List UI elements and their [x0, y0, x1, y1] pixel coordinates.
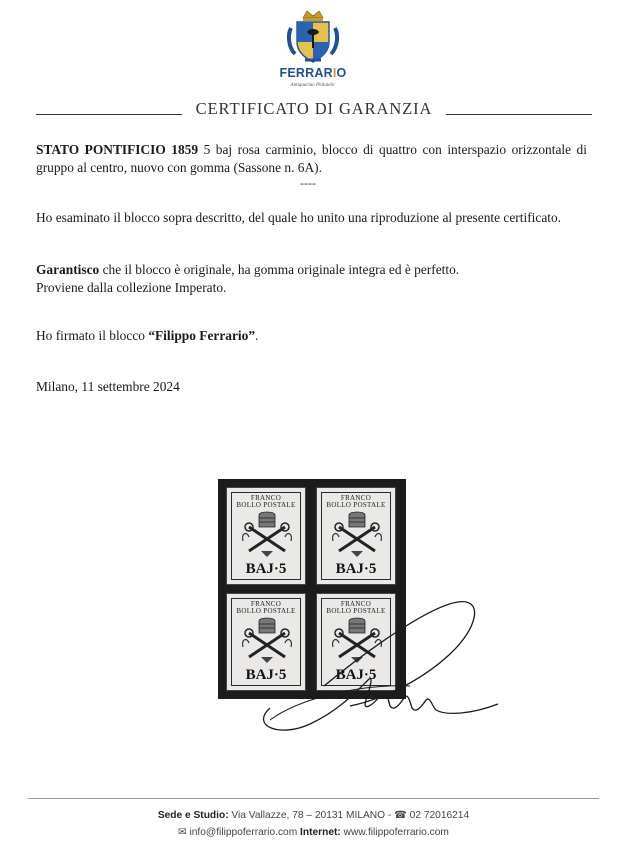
stamp-line2: BOLLO POSTALE: [326, 501, 386, 509]
footer-address: Sede e Studio: Via Vallazze, 78 – 20131 MILANO - ☎ 02 72016214: [157, 810, 470, 821]
envelope-icon: ✉: [178, 827, 187, 838]
stamp-line2: BOLLO POSTALE: [236, 607, 296, 615]
footer-contacts: ✉ info@filippoferrario.com Internet: www.filippoferrario.com: [178, 827, 449, 838]
stamp-line1: FRANCO: [250, 494, 282, 502]
stamp-line1: FRANCO: [250, 600, 282, 608]
brand-tagline: Antiquarian Philatelic: [290, 83, 336, 88]
papal-keys-icon: [241, 511, 293, 557]
papal-keys-icon: [331, 511, 383, 557]
stamp-value: BAJ·5: [335, 667, 377, 683]
separator: ----: [300, 176, 316, 190]
guarantee-text: che il blocco è originale, ha gomma originale integra ed è perfetto.: [99, 262, 460, 277]
signed-statement: Ho firmato il blocco “Filippo Ferrario”.: [36, 328, 259, 343]
stamp-line2: BOLLO POSTALE: [236, 501, 296, 509]
stamp-value: BAJ·5: [245, 561, 287, 577]
stamp-1: [226, 487, 306, 585]
stamp-description: [36, 141, 587, 177]
footer-website[interactable]: www.filippoferrario.com: [340, 827, 449, 838]
footer-rule: [28, 798, 599, 799]
certificate-title: CERTIFICATO DI GARANZIA: [195, 99, 433, 118]
heading-rule-right: [446, 114, 592, 115]
heading-rule-left: [36, 114, 182, 115]
heading-row: [36, 98, 592, 122]
stamp-value: BAJ·5: [245, 667, 287, 683]
coat-of-arms-icon: [285, 8, 341, 66]
stamp-line2: BOLLO POSTALE: [326, 607, 386, 615]
place-date: Milano, 11 settembre 2024: [36, 379, 180, 394]
signer-name: “Filippo Ferrario”: [148, 328, 256, 343]
provenance-text: Proviene dalla collezione Imperato.: [36, 280, 227, 295]
examined-paragraph: Ho esaminato il blocco sopra descritto, del quale ho unito una riproduzione al presente certificato.: [36, 210, 562, 225]
guarantee-lead: Garantisco: [36, 262, 100, 277]
brand-name: FERRARIO: [279, 66, 347, 80]
stamp-line1: FRANCO: [340, 494, 372, 502]
handwritten-signature: [240, 588, 510, 748]
footer-email[interactable]: info@filippoferrario.com: [186, 827, 301, 838]
description-title: STATO PONTIFICIO 1859: [36, 142, 199, 157]
guarantee-paragraph: [36, 261, 587, 297]
stamp-line1: FRANCO: [340, 600, 372, 608]
stamp-2: [316, 487, 396, 585]
description-text: 5 baj rosa carminio, blocco di quattro con interspazio orizzontale di gruppo al centro, nuovo con gomma (Sassone n. 6A).: [36, 142, 587, 175]
ferrario-logo: [272, 8, 354, 103]
stamp-value: BAJ·5: [335, 561, 377, 577]
